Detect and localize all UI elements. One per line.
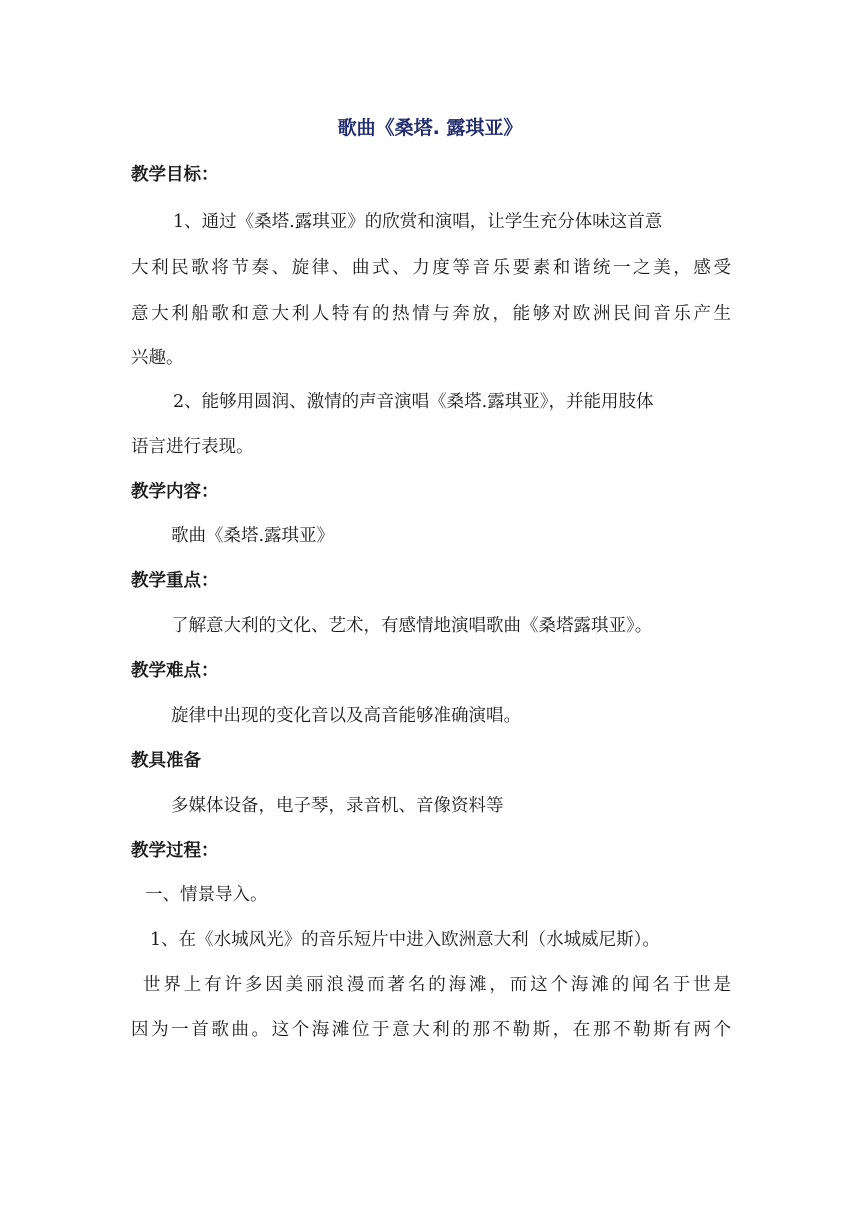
heading-key-points: 教学重点： — [131, 571, 219, 591]
heading-objectives: 教学目标： — [131, 165, 219, 185]
content-text: 歌曲《桑塔.露琪亚》 — [171, 526, 335, 546]
heading-content: 教学内容： — [131, 482, 219, 502]
paragraph-line: 因为一首歌曲。这个海滩位于意大利的那不勒斯，在那不勒斯有两个 — [131, 1020, 731, 1040]
difficult-points-text: 旋律中出现的变化音以及高音能够准确演唱。 — [171, 706, 521, 726]
document-title: 歌曲《桑塔. 露琪亚》 — [337, 117, 523, 139]
paragraph-line: 1、在《水城风光》的音乐短片中进入欧洲意大利（水城威尼斯）。 — [150, 930, 660, 950]
heading-tools: 教具准备 — [131, 751, 201, 771]
paragraph-line: 兴趣。 — [131, 348, 184, 368]
process-section-title: 一、情景导入。 — [145, 885, 268, 905]
paragraph-line: 意大利船歌和意大利人特有的热情与奔放，能够对欧洲民间音乐产生 — [131, 304, 731, 324]
heading-difficult-points: 教学难点： — [131, 661, 219, 681]
key-points-text: 了解意大利的文化、艺术，有感情地演唱歌曲《桑塔露琪亚》。 — [171, 616, 653, 636]
paragraph-line: 语言进行表现。 — [131, 437, 254, 457]
paragraph-line: 2、能够用圆润、激情的声音演唱《桑塔.露琪亚》，并能用肢体 — [173, 392, 654, 412]
heading-process: 教学过程： — [131, 841, 219, 861]
paragraph-line: 1、通过《桑塔.露琪亚》的欣赏和演唱，让学生充分体味这首意 — [173, 212, 663, 232]
paragraph-line: 大利民歌将节奏、旋律、曲式、力度等音乐要素和谐统一之美，感受 — [131, 258, 731, 278]
paragraph-line: 世界上有许多因美丽浪漫而著名的海滩，而这个海滩的闻名于世是 — [143, 975, 731, 995]
tools-text: 多媒体设备，电子琴，录音机、音像资料等 — [171, 796, 504, 816]
